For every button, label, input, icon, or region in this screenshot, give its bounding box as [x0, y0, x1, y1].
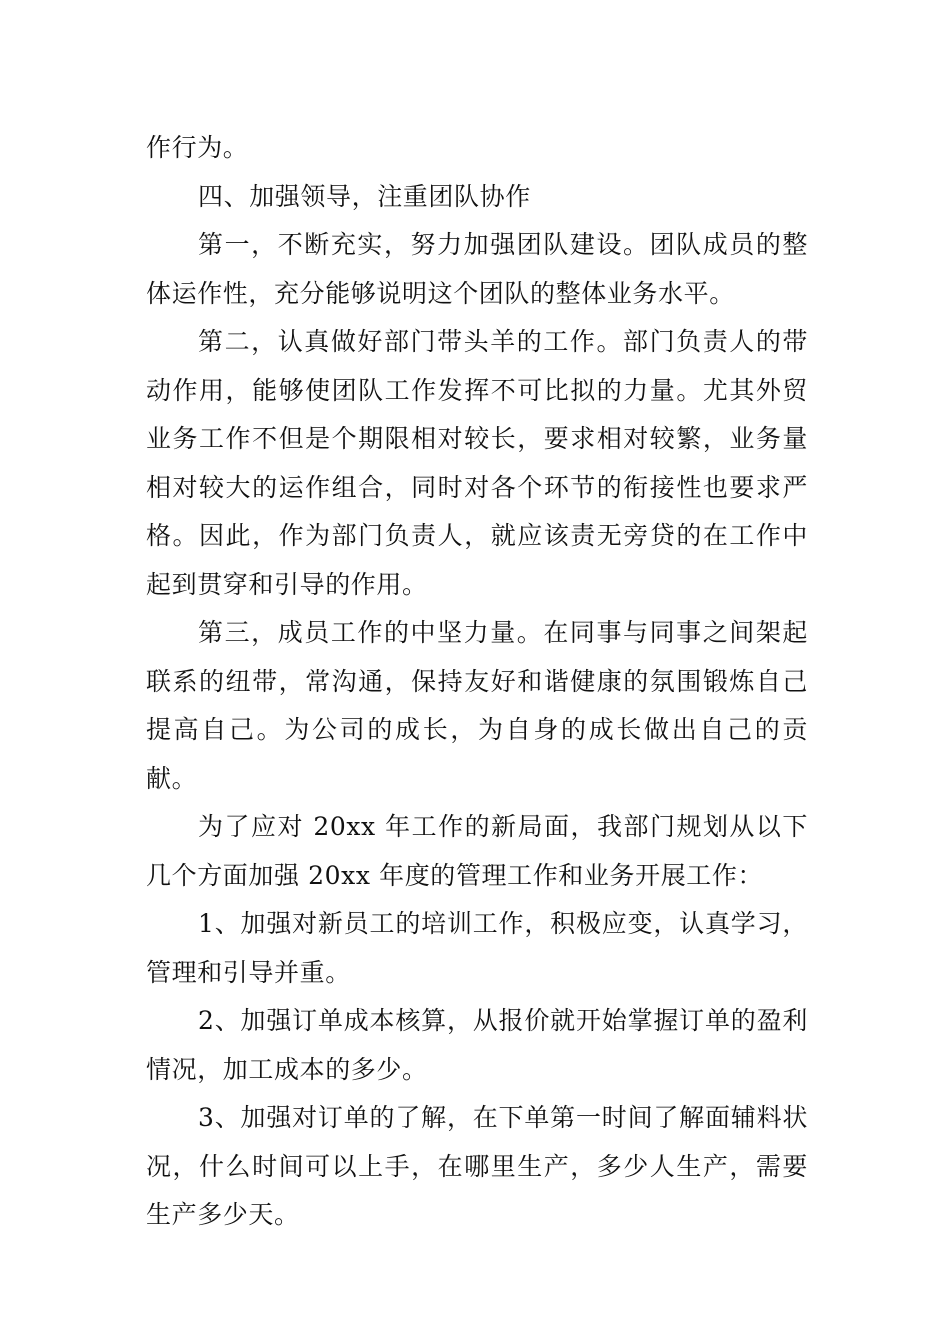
list-item-3: 3、加强对订单的了解，在下单第一时间了解面辅料状况，什么时间可以上手，在哪里生产，多少人生产，需要生产多少天。 [146, 1103, 808, 1229]
paragraph-continuation: 作行为。 [146, 133, 249, 162]
paragraph-second: 第二，认真做好部门带头羊的工作。部门负责人的带动作用，能够使团队工作发挥不可比拟的力量。尤其外贸业务工作不但是个期限相对较长，要求相对较繁，业务量相对较大的运作组合，同时对各个环节的衔接性也要求严格。因此，作为部门负责人，就应该责无旁贷的在工作中起到贯穿和引导的作用。 [146, 327, 808, 599]
list-item-1: 1、加强对新员工的培训工作，积极应变，认真学习，管理和引导并重。 [146, 909, 808, 987]
list-item-2: 2、加强订单成本核算，从报价就开始掌握订单的盈利情况，加工成本的多少。 [146, 1006, 808, 1084]
section-heading: 四、加强领导，注重团队协作 [198, 181, 531, 211]
paragraph-first: 第一，不断充实，努力加强团队建设。团队成员的整体运作性，充分能够说明这个团队的整体业务水平。 [146, 230, 808, 308]
document-body [146, 124, 808, 1240]
paragraph-third: 第三，成员工作的中坚力量。在同事与同事之间架起联系的纽带，常沟通，保持友好和谐健康的氛围锻炼自己提高自己。为公司的成长，为自身的成长做出自己的贡献。 [146, 618, 808, 793]
paragraph-plan-intro: 为了应对 20xx 年工作的新局面，我部门规划从以下几个方面加强 20xx 年度的管理工作和业务开展工作： [146, 812, 808, 890]
